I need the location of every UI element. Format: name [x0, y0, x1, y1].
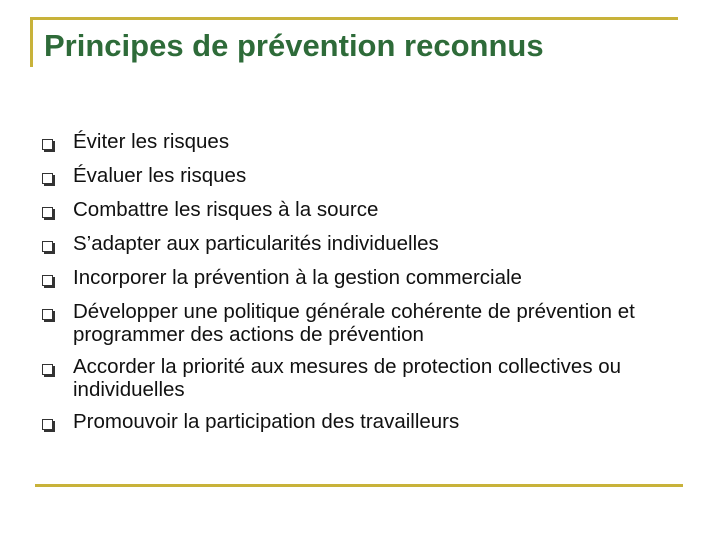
bullet-item-8 [40, 410, 690, 433]
frame-left-border [30, 17, 33, 67]
bullet-text: Incorporer la prévention à la gestion commerciale [73, 266, 522, 289]
bullet-list [40, 130, 690, 444]
bullet-text: Accorder la priorité aux mesures de protection collectives ou individuelles [73, 355, 622, 401]
square-bullet-icon [42, 419, 53, 430]
square-bullet-icon [42, 207, 53, 218]
bullet-text: Évaluer les risques [73, 164, 247, 187]
slide-title: Principes de prévention reconnus [44, 28, 544, 63]
bullet-item-2 [40, 164, 690, 187]
bullet-item-5 [40, 266, 690, 289]
square-bullet-icon [42, 364, 53, 375]
square-bullet-icon [42, 139, 53, 150]
bullet-text: S’adapter aux particularités individuelles [73, 232, 439, 255]
bullet-item-1 [40, 130, 690, 153]
bullet-item-3 [40, 198, 690, 221]
square-bullet-icon [42, 309, 53, 320]
bullet-item-7 [40, 355, 690, 401]
frame-top-border [30, 17, 678, 20]
bullet-text: Promouvoir la participation des travailleurs [73, 410, 460, 433]
square-bullet-icon [42, 173, 53, 184]
bullet-item-6 [40, 300, 690, 346]
bullet-text: Éviter les risques [73, 130, 230, 153]
bullet-text: Développer une politique générale cohérente de prévention et programmer des actions de prévention [73, 300, 635, 346]
square-bullet-icon [42, 241, 53, 252]
square-bullet-icon [42, 275, 53, 286]
bullet-item-4 [40, 232, 690, 255]
bullet-text: Combattre les risques à la source [73, 198, 379, 221]
bottom-rule [35, 484, 683, 487]
